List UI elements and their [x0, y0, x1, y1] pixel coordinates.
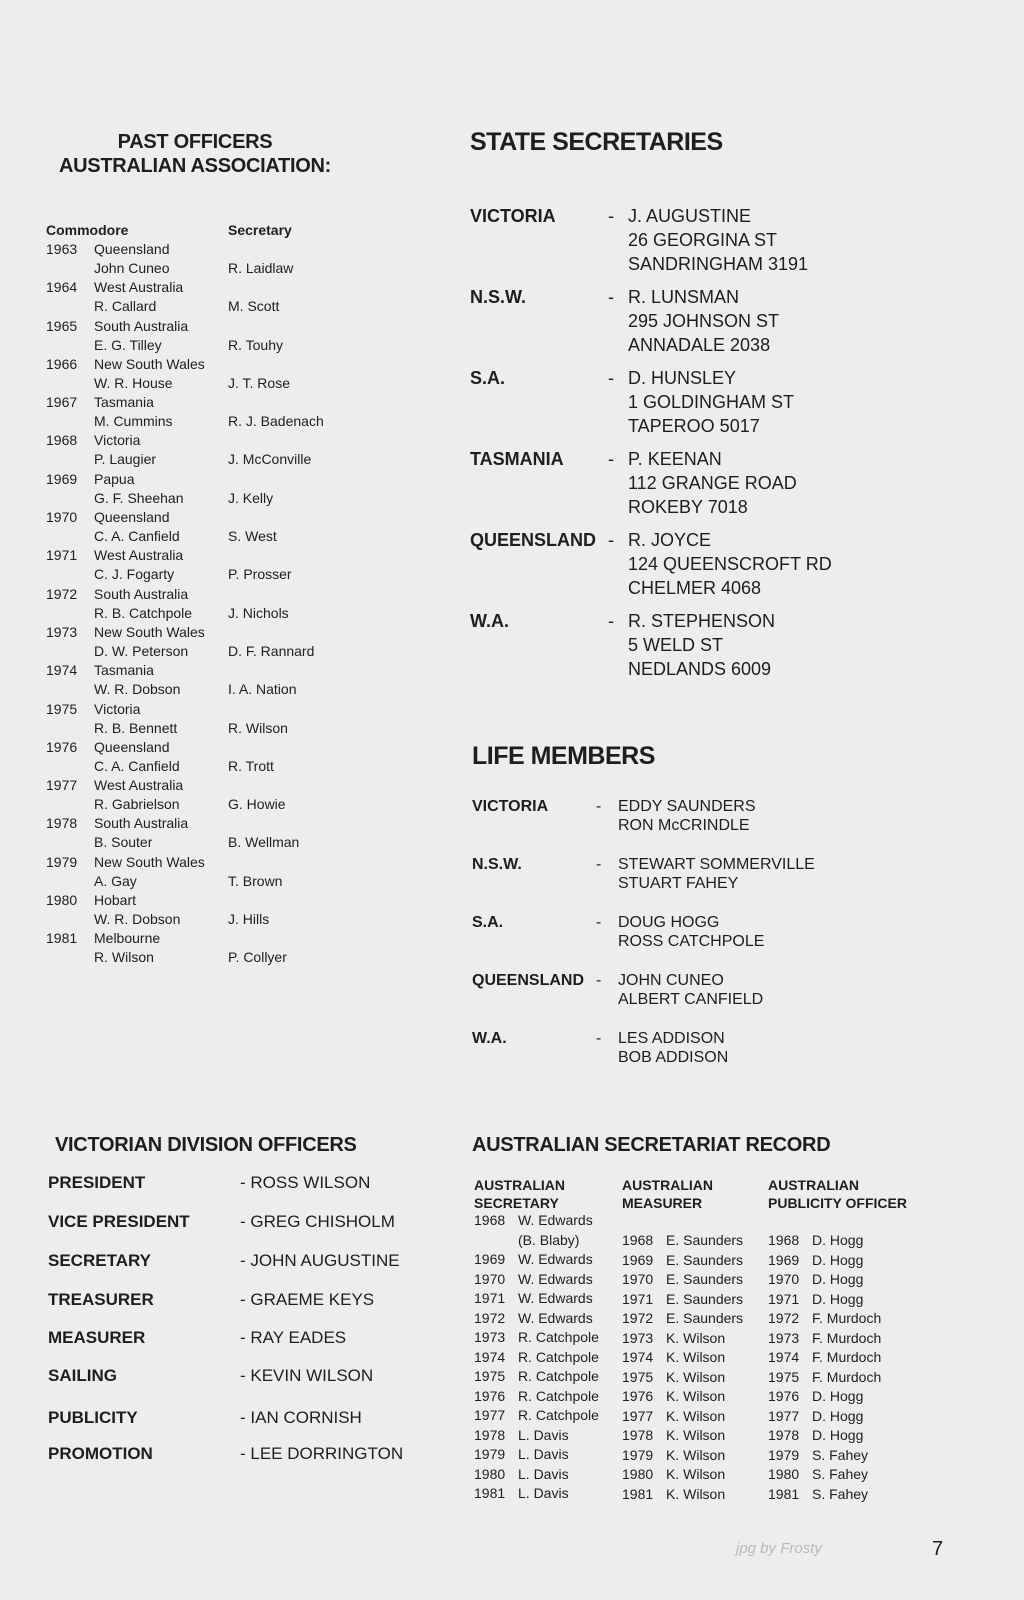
address-line: R. LUNSMAN [628, 287, 740, 307]
state-name: QUEENSLAND [470, 530, 597, 550]
record-column-heading [474, 1176, 624, 1212]
past-officer-row [46, 356, 386, 394]
past-officer-row [46, 279, 386, 317]
member-name: BOB ADDISON [618, 1049, 729, 1066]
secretary-address [628, 204, 808, 276]
address-line: R. JOYCE [628, 530, 712, 550]
record-year: 1968 [474, 1212, 506, 1228]
member-name: ROSS CATCHPOLE [618, 933, 765, 950]
member-names [618, 913, 764, 951]
record-year: 1970 [474, 1270, 506, 1287]
state-name: W.A. [470, 611, 509, 631]
dash: - [596, 914, 602, 931]
officer-state: South Australia [94, 585, 189, 602]
officer-secretary: M. Scott [228, 298, 280, 315]
officer-year: 1981 [46, 930, 78, 947]
record-year: 1973 [474, 1329, 506, 1345]
member-name: EDDY SAUNDERS [618, 798, 756, 815]
officer-commodore: John Cuneo [94, 260, 170, 276]
officer-year: 1969 [46, 470, 78, 487]
dash: - [608, 368, 614, 388]
record-year: 1969 [768, 1251, 800, 1268]
record-name: K. Wilson [666, 1368, 726, 1385]
record-column-heading [768, 1176, 918, 1212]
officer-commodore: C. A. Canfield [94, 757, 180, 774]
past-officers-title [40, 130, 350, 178]
record-year: 1980 [622, 1466, 654, 1482]
officer-state: West Australia [94, 777, 184, 794]
past-officer-row [46, 432, 386, 470]
record-name: W. Edwards [518, 1270, 593, 1287]
address-line: ROKEBY 7018 [628, 497, 748, 517]
record-year: 1971 [474, 1290, 506, 1306]
officer-name: - GREG CHISHOLM [240, 1212, 395, 1231]
record-name: K. Wilson [666, 1446, 726, 1463]
past-officer-row [46, 739, 386, 777]
officer-secretary: S. West [228, 528, 277, 545]
address-line: SANDRINGHAM 3191 [628, 254, 809, 274]
officer-state: Queensland [94, 509, 170, 526]
officer-year: 1971 [46, 547, 78, 564]
member-name: RON McCRINDLE [618, 817, 750, 834]
record-year: 1976 [474, 1387, 506, 1404]
officer-commodore: R. B. Bennett [94, 719, 178, 736]
officer-secretary: G. Howie [228, 796, 286, 813]
officer-year: 1972 [46, 585, 78, 602]
record-name: S. Fahey [812, 1466, 869, 1482]
officer-state: West Australia [94, 279, 184, 296]
address-line: D. HUNSLEY [628, 368, 737, 388]
officer-role: PROMOTION [48, 1444, 153, 1463]
officer-year: 1968 [46, 432, 78, 449]
state-name: N.S.W. [470, 287, 527, 307]
address-line: CHELMER 4068 [628, 578, 762, 598]
record-year: 1979 [622, 1446, 654, 1463]
state-name: N.S.W. [472, 856, 522, 873]
record-year: 1980 [474, 1465, 506, 1482]
officer-state: New South Wales [94, 623, 205, 640]
past-officer-row [46, 586, 386, 624]
heading-line: SECRETARY [474, 1195, 559, 1211]
member-names [618, 1029, 728, 1067]
past-officers-title-line1: PAST OFFICERS [117, 131, 273, 153]
officer-commodore: W. R. Dobson [94, 681, 181, 698]
record-name: W. Edwards [518, 1290, 593, 1306]
record-year: 1977 [768, 1407, 800, 1424]
past-officer-row [46, 930, 386, 968]
officer-year: 1978 [46, 815, 78, 832]
officer-state: New South Wales [94, 355, 205, 372]
record-name: F. Murdoch [812, 1329, 882, 1346]
officer-commodore: D. W. Peterson [94, 642, 189, 659]
record-name: E. Saunders [666, 1290, 744, 1307]
record-year: 1969 [474, 1251, 506, 1267]
officer-secretary: P. Collyer [228, 949, 287, 966]
record-name: K. Wilson [666, 1329, 726, 1346]
officer-year: 1965 [46, 317, 78, 334]
record-year: 1974 [474, 1348, 506, 1365]
officer-secretary: B. Wellman [228, 834, 300, 851]
heading-line: MEASURER [622, 1195, 703, 1211]
officer-state: New South Wales [94, 853, 205, 870]
member-name: LES ADDISON [618, 1030, 725, 1047]
state-name: VICTORIA [470, 206, 556, 226]
officer-state: Victoria [94, 700, 141, 717]
officer-year: 1976 [46, 738, 78, 755]
dash: - [596, 972, 602, 989]
officer-state: South Australia [94, 815, 189, 832]
address-line: 26 GEORGINA ST [628, 230, 778, 250]
record-name: E. Saunders [666, 1310, 744, 1326]
officer-commodore: C. A. Canfield [94, 528, 180, 545]
record-name: K. Wilson [666, 1427, 726, 1443]
officer-state: West Australia [94, 547, 184, 564]
record-name: D. Hogg [812, 1271, 864, 1287]
officer-commodore: R. Wilson [94, 949, 154, 966]
officer-name: - JOHN AUGUSTINE [240, 1251, 400, 1270]
officer-secretary: J. McConville [228, 451, 312, 468]
officer-role: PUBLICITY [48, 1408, 138, 1427]
officer-secretary: R. Laidlaw [228, 260, 294, 276]
officer-state: Tasmania [94, 394, 154, 411]
past-officer-row [46, 318, 386, 356]
state-name: QUEENSLAND [472, 972, 585, 989]
member-name: STUART FAHEY [618, 875, 739, 892]
record-year: 1972 [622, 1310, 654, 1326]
address-line: NEDLANDS 6009 [628, 659, 772, 679]
past-officer-row [46, 701, 386, 739]
record-year: 1970 [768, 1271, 800, 1287]
record-name: D. Hogg [812, 1232, 864, 1248]
record-year: 1976 [768, 1388, 800, 1404]
officer-role: MEASURER [48, 1328, 146, 1347]
dash: - [608, 611, 614, 631]
record-name: R. Catchpole [518, 1387, 599, 1404]
officer-state: Hobart [94, 892, 137, 909]
state-name: TASMANIA [470, 449, 564, 469]
officer-secretary: J. T. Rose [228, 374, 290, 391]
record-name: E. Saunders [666, 1251, 744, 1268]
officer-commodore: A. Gay [94, 872, 137, 889]
state-name: W.A. [472, 1030, 507, 1047]
past-officer-row [46, 777, 386, 815]
officer-name: - ROSS WILSON [240, 1173, 371, 1192]
record-year: 1979 [768, 1446, 800, 1463]
record-name: L. Davis [518, 1446, 569, 1462]
heading-line: AUSTRALIAN [768, 1177, 859, 1193]
officer-year: 1974 [46, 662, 78, 679]
officer-year: 1963 [46, 241, 78, 257]
address-line: ANNADALE 2038 [628, 335, 771, 355]
record-name: D. Hogg [812, 1251, 864, 1268]
heading-line: AUSTRALIAN [622, 1177, 713, 1193]
member-name: ALBERT CANFIELD [618, 991, 764, 1008]
dash: - [596, 1030, 602, 1047]
past-officer-row [46, 624, 386, 662]
record-year: 1980 [768, 1466, 800, 1482]
officer-secretary: J. Nichols [228, 604, 289, 621]
record-column-heading [622, 1176, 772, 1212]
record-year: 1981 [768, 1485, 800, 1502]
record-name: K. Wilson [666, 1485, 726, 1502]
record-year: 1978 [622, 1427, 654, 1443]
record-year: 1978 [768, 1427, 800, 1443]
officer-commodore: R. B. Catchpole [94, 604, 193, 621]
past-officer-row [46, 394, 386, 432]
record-year: 1971 [768, 1290, 800, 1307]
record-name: S. Fahey [812, 1446, 869, 1463]
record-name: L. Davis [518, 1426, 569, 1443]
record-year: 1974 [768, 1349, 800, 1365]
secretary-address [628, 447, 797, 519]
officer-role: TREASURER [48, 1290, 154, 1309]
officer-state: South Australia [94, 317, 189, 334]
record-year: 1975 [768, 1368, 800, 1385]
officer-commodore: W. R. Dobson [94, 911, 181, 928]
officer-year: 1980 [46, 892, 78, 909]
officer-state: Victoria [94, 432, 141, 449]
record-year: 1978 [474, 1426, 506, 1443]
record-name: W. Edwards [518, 1309, 593, 1326]
past-officer-row [46, 471, 386, 509]
dash: - [608, 449, 614, 469]
officer-state: Queensland [94, 738, 170, 755]
address-line: J. AUGUSTINE [628, 206, 752, 226]
record-year: 1973 [622, 1329, 654, 1346]
past-officer-row [46, 892, 386, 930]
secretary-address [628, 285, 779, 357]
record-name: L. Davis [518, 1465, 569, 1482]
dash: - [608, 530, 614, 550]
record-year: 1979 [474, 1446, 506, 1462]
address-line: 1 GOLDINGHAM ST [628, 392, 795, 412]
officer-commodore: E. G. Tilley [94, 336, 162, 353]
state-name: S.A. [470, 368, 506, 388]
record-name: (B. Blaby) [518, 1231, 580, 1248]
record-year: 1974 [622, 1349, 654, 1365]
life-members-title: LIFE MEMBERS [472, 742, 655, 770]
officer-state: Papua [94, 470, 135, 487]
past-officer-row [46, 815, 386, 853]
officer-year: 1964 [46, 279, 78, 296]
officer-state: Queensland [94, 241, 170, 257]
officer-secretary: I. A. Nation [228, 681, 297, 698]
officer-secretary: R. Wilson [228, 719, 288, 736]
victorian-division-title: VICTORIAN DIVISION OFFICERS [55, 1134, 357, 1156]
past-officer-row [46, 509, 386, 547]
officer-state: Tasmania [94, 662, 154, 679]
officer-year: 1967 [46, 394, 78, 411]
member-name: STEWART SOMMERVILLE [618, 856, 815, 873]
officer-name: - LEE DORRINGTON [240, 1444, 404, 1463]
past-officer-row [46, 547, 386, 585]
record-name: S. Fahey [812, 1485, 869, 1502]
record-year: 1976 [622, 1388, 654, 1404]
officer-commodore: P. Laugier [94, 451, 157, 468]
officer-year: 1966 [46, 355, 78, 372]
address-line: 124 QUEENSCROFT RD [628, 554, 832, 574]
officer-secretary: R. Touhy [228, 336, 283, 353]
record-name: E. Saunders [666, 1271, 744, 1287]
officer-name: - IAN CORNISH [240, 1408, 362, 1427]
record-name: K. Wilson [666, 1407, 726, 1424]
state-name: VICTORIA [472, 798, 549, 815]
record-name: K. Wilson [666, 1388, 726, 1404]
record-name: F. Murdoch [812, 1368, 882, 1385]
record-name: R. Catchpole [518, 1348, 599, 1365]
past-officer-row [46, 662, 386, 700]
record-name: R. Catchpole [518, 1368, 599, 1384]
record-name: D. Hogg [812, 1388, 864, 1404]
officer-role: PRESIDENT [48, 1173, 146, 1192]
member-names [618, 797, 756, 835]
state-name: S.A. [472, 914, 504, 931]
officer-secretary: J. Kelly [228, 489, 274, 506]
officer-commodore: B. Souter [94, 834, 153, 851]
record-year: 1977 [474, 1407, 506, 1423]
scan-credit: jpg by Frosty [736, 1540, 822, 1557]
officer-role: VICE PRESIDENT [48, 1212, 190, 1231]
member-names [618, 855, 815, 893]
dash: - [596, 856, 602, 873]
record-name: F. Murdoch [812, 1349, 882, 1365]
secretary-address [628, 366, 794, 438]
record-name: W. Edwards [518, 1251, 593, 1267]
heading-line: PUBLICITY OFFICER [768, 1195, 907, 1211]
officer-secretary: T. Brown [228, 872, 283, 889]
record-year: 1975 [474, 1368, 506, 1384]
past-officers-title-line2: AUSTRALIAN ASSOCIATION: [59, 155, 331, 177]
officer-year: 1973 [46, 623, 78, 640]
page-number: 7 [932, 1538, 944, 1560]
officer-year: 1975 [46, 700, 78, 717]
officer-commodore: W. R. House [94, 374, 173, 391]
record-name: D. Hogg [812, 1407, 864, 1424]
record-name: W. Edwards [518, 1212, 593, 1228]
officer-secretary: R. Trott [228, 757, 274, 774]
officer-secretary: R. J. Badenach [228, 413, 324, 430]
officer-commodore: G. F. Sheehan [94, 489, 184, 506]
address-line: P. KEENAN [628, 449, 722, 469]
officer-year: 1977 [46, 777, 78, 794]
heading-line: AUSTRALIAN [474, 1177, 565, 1193]
record-year: 1971 [622, 1290, 654, 1307]
dash: - [608, 287, 614, 307]
record-name: K. Wilson [666, 1466, 726, 1482]
record-year: 1969 [622, 1251, 654, 1268]
secretary-address [628, 528, 832, 600]
record-year: 1973 [768, 1329, 800, 1346]
secretary-address [628, 609, 775, 681]
officer-name: - KEVIN WILSON [240, 1366, 374, 1385]
record-name: R. Catchpole [518, 1407, 599, 1423]
record-name: E. Saunders [666, 1232, 744, 1248]
record-name: R. Catchpole [518, 1329, 599, 1345]
record-year: 1968 [768, 1232, 800, 1248]
officer-role: SAILING [48, 1366, 117, 1385]
record-year: 1981 [474, 1485, 506, 1501]
officer-name: - RAY EADES [240, 1328, 347, 1347]
officer-state: Melbourne [94, 930, 161, 947]
state-secretaries-title: STATE SECRETARIES [470, 128, 723, 156]
address-line: 295 JOHNSON ST [628, 311, 780, 331]
record-year: 1970 [622, 1271, 654, 1287]
record-year: 1975 [622, 1368, 654, 1385]
officer-year: 1970 [46, 509, 78, 526]
officer-role: SECRETARY [48, 1251, 151, 1270]
officer-commodore: R. Callard [94, 298, 157, 315]
officer-year: 1979 [46, 853, 78, 870]
address-line: R. STEPHENSON [628, 611, 776, 631]
record-year: 1981 [622, 1485, 654, 1502]
record-year: 1972 [768, 1310, 800, 1326]
record-name: L. Davis [518, 1485, 569, 1501]
officer-name: - GRAEME KEYS [240, 1290, 375, 1309]
record-name: F. Murdoch [812, 1310, 882, 1326]
record-name: K. Wilson [666, 1349, 726, 1365]
address-line: TAPEROO 5017 [628, 416, 760, 436]
dash: - [608, 206, 614, 226]
secretary-column-header: Secretary [228, 222, 292, 238]
past-officer-row [46, 241, 386, 279]
officer-commodore: C. J. Fogarty [94, 566, 175, 583]
officer-secretary: D. F. Rannard [228, 642, 315, 659]
officer-commodore: M. Cummins [94, 413, 173, 430]
past-officer-row [46, 854, 386, 892]
member-name: JOHN CUNEO [618, 972, 724, 989]
dash: - [596, 798, 602, 815]
address-line: 112 GRANGE ROAD [628, 473, 797, 493]
record-name: D. Hogg [812, 1427, 864, 1443]
record-year: 1977 [622, 1407, 654, 1424]
officer-secretary: J. Hills [228, 911, 270, 928]
member-names [618, 971, 763, 1009]
record-year: 1968 [622, 1232, 654, 1248]
member-name: DOUG HOGG [618, 914, 720, 931]
secretariat-record-title: AUSTRALIAN SECRETARIAT RECORD [472, 1134, 831, 1156]
officer-commodore: R. Gabrielson [94, 796, 180, 813]
commodore-column-header: Commodore [46, 222, 129, 238]
address-line: 5 WELD ST [628, 635, 724, 655]
officer-secretary: P. Prosser [228, 566, 292, 583]
record-name: D. Hogg [812, 1290, 864, 1307]
past-officers-table [46, 241, 386, 969]
record-year: 1972 [474, 1309, 506, 1326]
